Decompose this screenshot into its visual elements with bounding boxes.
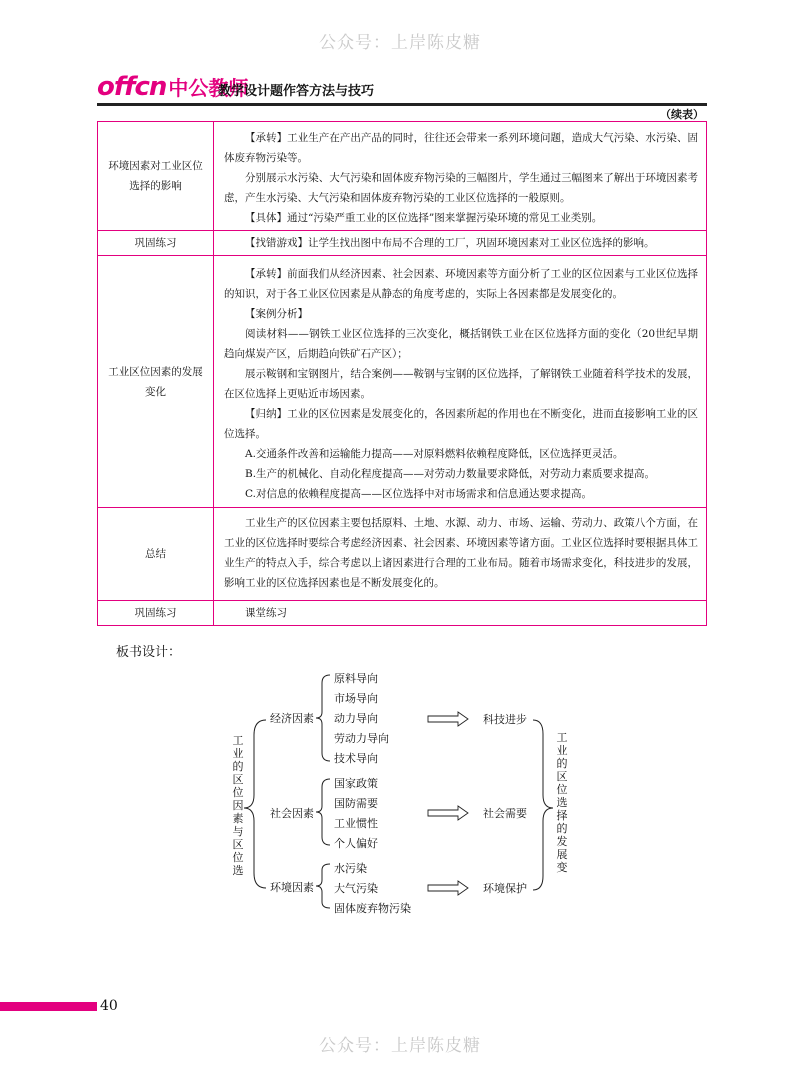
row-label: 工业区位因素的发展变化 bbox=[98, 256, 214, 508]
vchar: 因 bbox=[232, 799, 244, 812]
paragraph: 【承转】前面我们从经济因素、社会因素、环境因素等方面分析了工业的区位因素与工业区位选择的知识，对于各工业区位因素是从静态的角度考虑的，实际上各因素都是发展变化的。 bbox=[224, 268, 698, 300]
row-label: 环境因素对工业区位选择的影响 bbox=[98, 122, 214, 231]
vchar: 工 bbox=[232, 734, 244, 747]
paragraph: A.交通条件改善和运输能力提高——对原料燃料依赖程度降低，区位选择更灵活。 bbox=[245, 448, 624, 460]
vchar: 位 bbox=[232, 786, 244, 799]
vchar: 区 bbox=[232, 773, 244, 786]
factor-item: 市场导向 bbox=[334, 692, 378, 705]
paragraph: 工业生产的区位因素主要包括原料、土地、水源、动力、市场、运输、劳动力、政策八个方面，在工业的区位选择时要综合考虑经济因素、社会因素、环境因素等诸方面。工业区位选择时要根据具体工业生产的特点入手，综合考虑以上诸因素进行合理的工业布局。随着市场需求变化，科技进步的发展，影响工业的区位选择因素也是不断发展变化的。 bbox=[224, 517, 698, 589]
watermark-bottom: 公众号：上岸陈皮糖 bbox=[319, 1036, 481, 1056]
factor-item: 水污染 bbox=[334, 862, 367, 875]
vchar: 的 bbox=[556, 822, 568, 835]
factor-item: 原料导向 bbox=[334, 672, 378, 685]
arrow-icon bbox=[428, 712, 468, 726]
group-label: 社会因素 bbox=[270, 807, 314, 820]
right-vertical-label bbox=[557, 731, 568, 874]
vchar: 选 bbox=[556, 796, 568, 809]
vchar: 展 bbox=[556, 848, 568, 861]
paragraph: 阅读材料——钢铁工业区位选择的三次变化，概括钢铁工业在区位选择方面的变化（20世纪早期趋向煤炭产区，后期趋向铁矿石产区）； bbox=[224, 328, 698, 360]
vchar: 区 bbox=[232, 838, 244, 851]
factor-item: 技术导向 bbox=[334, 752, 378, 765]
arrow-icon bbox=[428, 881, 468, 895]
board-title: 板书设计： bbox=[116, 645, 182, 660]
vchar: 区 bbox=[556, 770, 568, 783]
vchar: 选 bbox=[232, 864, 244, 877]
paragraph: 【案例分析】 bbox=[245, 308, 308, 320]
vchar: 素 bbox=[232, 812, 244, 825]
left-vertical-label bbox=[233, 734, 244, 877]
factor-item: 大气污染 bbox=[334, 882, 378, 895]
paragraph: 【具体】通过“污染严重工业的区位选择”图来掌握污染环境的常见工业类别。 bbox=[245, 212, 603, 224]
factor-item: 动力导向 bbox=[334, 712, 378, 725]
factor-item: 固体废弃物污染 bbox=[334, 902, 411, 915]
row-label: 巩固练习 bbox=[98, 601, 214, 626]
vchar: 业 bbox=[556, 744, 568, 757]
right-brace bbox=[533, 720, 553, 890]
paragraph: C.对信息的依赖程度提高——区位选择中对市场需求和信息通达要求提高。 bbox=[245, 488, 592, 500]
row-label: 总结 bbox=[98, 508, 214, 601]
row-label: 巩固练习 bbox=[98, 231, 214, 256]
vchar: 择 bbox=[556, 809, 568, 822]
paragraph: 分别展示水污染、大气污染和固体废弃物污染的三幅图片，学生通过三幅图来了解出于环境因素考虑，产生水污染、大气污染和固体废弃物污染的工业区位选择的一般原则。 bbox=[224, 172, 698, 204]
vchar: 位 bbox=[556, 783, 568, 796]
factor-item: 个人偏好 bbox=[334, 837, 378, 850]
vchar: 发 bbox=[556, 835, 568, 848]
paragraph: 【承转】工业生产在产出产品的同时，往往还会带来一系列环境问题，造成大气污染、水污染、固体废弃物污染等。 bbox=[224, 132, 698, 164]
logo-cn: 中公教师 bbox=[168, 76, 249, 100]
paragraph: 课堂练习 bbox=[245, 607, 287, 619]
vchar: 与 bbox=[232, 825, 244, 838]
vchar: 的 bbox=[556, 757, 568, 770]
footer-accent-bar bbox=[0, 1002, 97, 1011]
group-label: 经济因素 bbox=[270, 712, 314, 725]
result-label: 环境保护 bbox=[483, 882, 527, 895]
factor-item: 国防需要 bbox=[334, 797, 378, 810]
factor-item: 劳动力导向 bbox=[334, 732, 389, 745]
result-label: 科技进步 bbox=[483, 713, 527, 726]
group-brace bbox=[316, 864, 330, 908]
group-brace bbox=[316, 675, 330, 761]
result-label: 社会需要 bbox=[483, 807, 527, 820]
paragraph: 【找错游戏】让学生找出图中布局不合理的工厂，巩固环境因素对工业区位选择的影响。 bbox=[245, 237, 655, 249]
vchar: 业 bbox=[232, 747, 244, 760]
paragraph: B.生产的机械化、自动化程度提高——对劳动力数量要求降低，对劳动力素质要求提高。 bbox=[245, 468, 656, 480]
vchar: 工 bbox=[556, 731, 568, 744]
vchar: 的 bbox=[232, 760, 244, 773]
continued-label: （续表） bbox=[660, 108, 704, 121]
group-brace bbox=[316, 779, 330, 845]
big-left-brace bbox=[244, 720, 266, 888]
header-title: 教学设计题作答方法与技巧 bbox=[218, 84, 375, 99]
paragraph: 展示鞍钢和宝钢图片，结合案例——鞍钢与宝钢的区位选择，了解钢铁工业随着科学技术的发展，在区位选择上更贴近市场因素。 bbox=[224, 368, 698, 400]
vchar: 变 bbox=[556, 861, 568, 874]
factor-item: 国家政策 bbox=[334, 777, 378, 790]
page-number: 40 bbox=[100, 998, 118, 1014]
vchar: 位 bbox=[232, 851, 244, 864]
logo-en: offcn bbox=[97, 72, 167, 102]
group-label: 环境因素 bbox=[270, 881, 314, 894]
watermark-top: 公众号：上岸陈皮糖 bbox=[319, 33, 481, 53]
arrow-icon bbox=[428, 806, 468, 820]
paragraph: 【归纳】工业的区位因素是发展变化的，各因素所起的作用也在不断变化，进而直接影响工业的区位选择。 bbox=[224, 408, 698, 440]
factor-item: 工业惯性 bbox=[334, 817, 378, 830]
